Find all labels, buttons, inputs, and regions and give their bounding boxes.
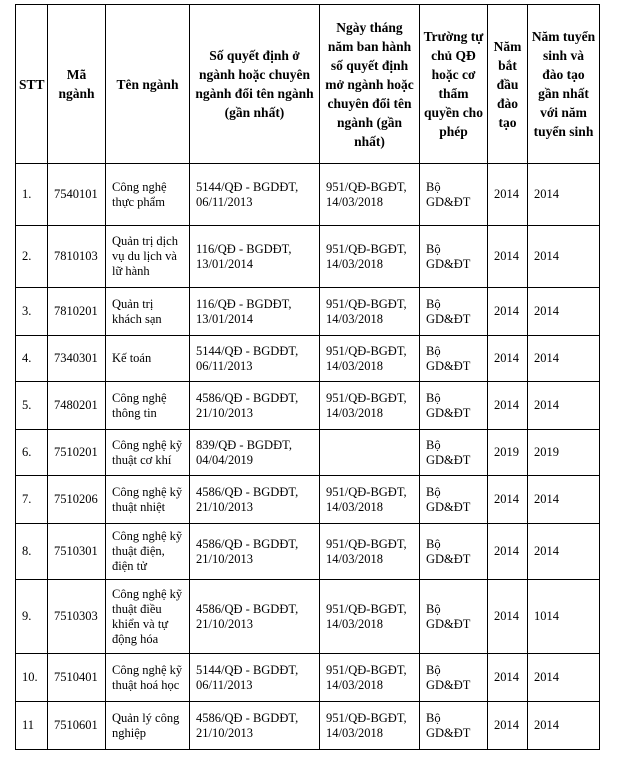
majors-table — [15, 4, 600, 750]
row-start-year: 2014 — [488, 654, 528, 702]
table-row — [16, 226, 600, 288]
row-latest-year: 2014 — [528, 336, 600, 382]
row-authority: Bộ GD&ĐT — [420, 164, 488, 226]
row-latest-year: 2014 — [528, 524, 600, 580]
row-authority: Bộ GD&ĐT — [420, 702, 488, 750]
row-start-year: 2014 — [488, 382, 528, 430]
row-authority: Bộ GD&ĐT — [420, 580, 488, 654]
row-authority: Bộ GD&ĐT — [420, 226, 488, 288]
table-row — [16, 164, 600, 226]
row-code: 7810201 — [48, 288, 106, 336]
header-start-year: Năm bắt đầu đào tạo — [488, 5, 528, 164]
row-start-year: 2014 — [488, 580, 528, 654]
row-stt: 5. — [16, 382, 48, 430]
row-decision: 839/QĐ - BGDĐT, 04/04/2019 — [190, 430, 320, 476]
header-latest-year: Năm tuyển sinh và đào tạo gần nhất với năm tuyển sinh — [528, 5, 600, 164]
row-stt: 4. — [16, 336, 48, 382]
row-latest-year: 2014 — [528, 226, 600, 288]
table-row — [16, 702, 600, 750]
row-decision: 116/QĐ - BGDĐT, 13/01/2014 — [190, 226, 320, 288]
row-latest-year: 2014 — [528, 476, 600, 524]
row-stt: 1. — [16, 164, 48, 226]
row-name: Quản trị khách sạn — [106, 288, 190, 336]
row-stt: 10. — [16, 654, 48, 702]
row-latest-year: 2014 — [528, 288, 600, 336]
table-header-row — [16, 5, 600, 164]
row-start-year: 2014 — [488, 476, 528, 524]
row-name: Công nghệ kỹ thuật nhiệt — [106, 476, 190, 524]
row-decision: 4586/QĐ - BGDĐT, 21/10/2013 — [190, 382, 320, 430]
row-latest-year: 2014 — [528, 702, 600, 750]
row-stt: 6. — [16, 430, 48, 476]
header-decision: Số quyết định ở ngành hoặc chuyên ngành đổi tên ngành (gần nhất) — [190, 5, 320, 164]
row-date: 951/QĐ-BGĐT, 14/03/2018 — [320, 226, 420, 288]
row-stt: 9. — [16, 580, 48, 654]
row-date: 951/QĐ-BGĐT, 14/03/2018 — [320, 654, 420, 702]
row-decision: 4586/QĐ - BGDĐT, 21/10/2013 — [190, 580, 320, 654]
row-decision: 5144/QĐ - BGDĐT, 06/11/2013 — [190, 654, 320, 702]
row-start-year: 2019 — [488, 430, 528, 476]
row-stt: 8. — [16, 524, 48, 580]
row-code: 7510401 — [48, 654, 106, 702]
row-date: 951/QĐ-BGĐT, 14/03/2018 — [320, 382, 420, 430]
table-row — [16, 430, 600, 476]
row-date: 951/QĐ-BGĐT, 14/03/2018 — [320, 702, 420, 750]
row-decision: 4586/QĐ - BGDĐT, 21/10/2013 — [190, 524, 320, 580]
row-authority: Bộ GD&ĐT — [420, 524, 488, 580]
row-decision: 4586/QĐ - BGDĐT, 21/10/2013 — [190, 702, 320, 750]
row-date: 951/QĐ-BGĐT, 14/03/2018 — [320, 288, 420, 336]
row-date — [320, 430, 420, 476]
header-code: Mã ngành — [48, 5, 106, 164]
row-name: Công nghệ kỹ thuật điều khiển và tự động hóa — [106, 580, 190, 654]
row-name: Công nghệ kỹ thuật cơ khí — [106, 430, 190, 476]
row-name: Công nghệ kỹ thuật điện, điện tử — [106, 524, 190, 580]
row-date: 951/QĐ-BGĐT, 14/03/2018 — [320, 580, 420, 654]
row-name: Quản lý công nghiệp — [106, 702, 190, 750]
row-authority: Bộ GD&ĐT — [420, 336, 488, 382]
row-authority: Bộ GD&ĐT — [420, 476, 488, 524]
row-code: 7510303 — [48, 580, 106, 654]
row-date: 951/QĐ-BGĐT, 14/03/2018 — [320, 164, 420, 226]
row-code: 7480201 — [48, 382, 106, 430]
header-stt: STT — [16, 5, 48, 164]
row-code: 7340301 — [48, 336, 106, 382]
header-date: Ngày tháng năm ban hành số quyết định mở ngành hoặc chuyên đổi tên ngành (gần nhất) — [320, 5, 420, 164]
row-name: Công nghệ thông tin — [106, 382, 190, 430]
header-authority: Trường tự chủ QĐ hoặc cơ thẩm quyền cho phép — [420, 5, 488, 164]
row-latest-year: 2014 — [528, 164, 600, 226]
row-stt: 3. — [16, 288, 48, 336]
table-row — [16, 382, 600, 430]
row-start-year: 2014 — [488, 524, 528, 580]
row-decision: 5144/QĐ - BGDĐT, 06/11/2013 — [190, 336, 320, 382]
table-row — [16, 524, 600, 580]
row-authority: Bộ GD&ĐT — [420, 654, 488, 702]
table-row — [16, 654, 600, 702]
row-authority: Bộ GD&ĐT — [420, 288, 488, 336]
row-latest-year: 1014 — [528, 580, 600, 654]
row-start-year: 2014 — [488, 702, 528, 750]
row-latest-year: 2014 — [528, 654, 600, 702]
row-code: 7540101 — [48, 164, 106, 226]
row-decision: 5144/QĐ - BGDĐT, 06/11/2013 — [190, 164, 320, 226]
row-authority: Bộ GD&ĐT — [420, 382, 488, 430]
row-name: Kế toán — [106, 336, 190, 382]
row-code: 7510206 — [48, 476, 106, 524]
row-latest-year: 2014 — [528, 382, 600, 430]
row-name: Công nghệ thực phẩm — [106, 164, 190, 226]
row-start-year: 2014 — [488, 288, 528, 336]
row-decision: 4586/QĐ - BGDĐT, 21/10/2013 — [190, 476, 320, 524]
row-stt: 7. — [16, 476, 48, 524]
row-start-year: 2014 — [488, 226, 528, 288]
row-code: 7510301 — [48, 524, 106, 580]
header-name: Tên ngành — [106, 5, 190, 164]
table-row — [16, 476, 600, 524]
table-row — [16, 336, 600, 382]
row-stt: 11 — [16, 702, 48, 750]
row-date: 951/QĐ-BGĐT, 14/03/2018 — [320, 336, 420, 382]
row-code: 7810103 — [48, 226, 106, 288]
row-start-year: 2014 — [488, 336, 528, 382]
row-name: Công nghệ kỹ thuật hoá học — [106, 654, 190, 702]
row-name: Quản trị dịch vụ du lịch và lữ hành — [106, 226, 190, 288]
row-latest-year: 2019 — [528, 430, 600, 476]
row-date: 951/QĐ-BGĐT, 14/03/2018 — [320, 476, 420, 524]
table-row — [16, 580, 600, 654]
table-row — [16, 288, 600, 336]
table-body — [16, 164, 600, 750]
row-start-year: 2014 — [488, 164, 528, 226]
row-date: 951/QĐ-BGĐT, 14/03/2018 — [320, 524, 420, 580]
row-authority: Bộ GD&ĐT — [420, 430, 488, 476]
row-code: 7510201 — [48, 430, 106, 476]
row-code: 7510601 — [48, 702, 106, 750]
row-stt: 2. — [16, 226, 48, 288]
row-decision: 116/QĐ - BGDĐT, 13/01/2014 — [190, 288, 320, 336]
